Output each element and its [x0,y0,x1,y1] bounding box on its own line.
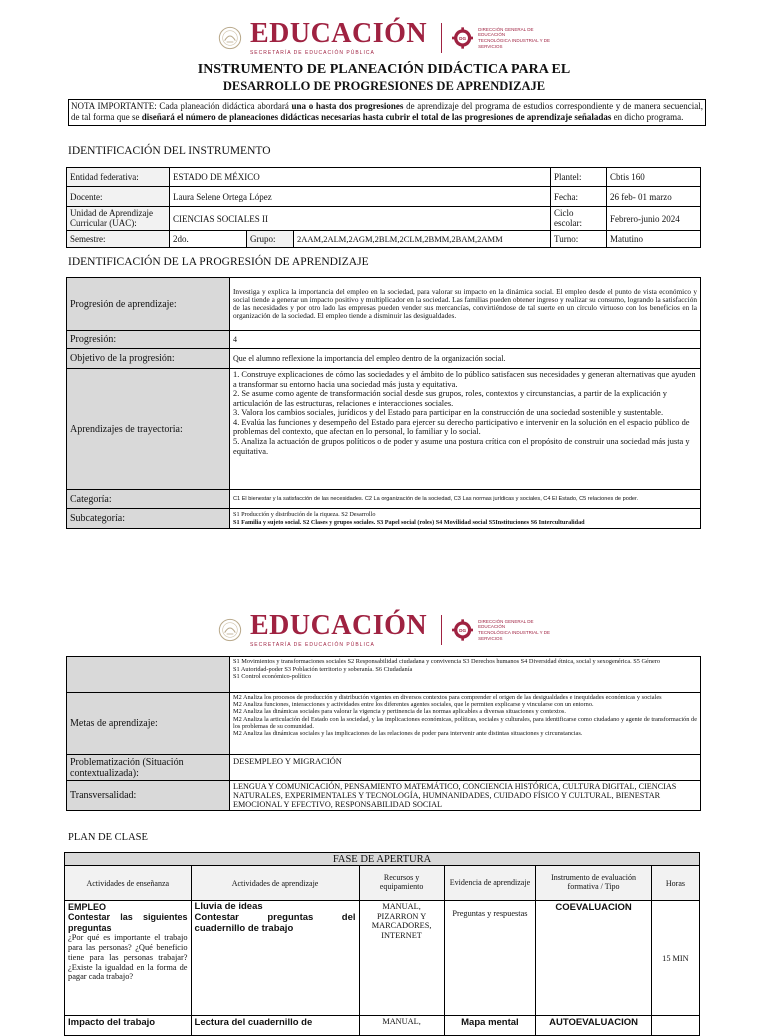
meta-item: M2 Analiza los procesos de producción y distribución vigentes en diversos contextos para comprender el origen de las desigualdades e inequidades económicas y sociales [233,694,662,701]
nota-importante: NOTA IMPORTANTE: Cada planeación didáctica abordará una o hasta dos progresiones de aprendizaje del programa de estudios correspondiente y de manera secuencial, de tal forma que se diseñará el número de planeaciones didácticas necesarias hasta cubrir el total de las progresiones de aprendizaje señaladas en dicho programa. [68,99,706,126]
entidad-label: Entidad federativa: [67,168,170,187]
entidad-value: ESTADO DE MÉXICO [170,168,551,187]
header-page2 [218,610,558,650]
col-instrumento: Instrumento de evaluación formativa / Tipo [536,866,652,901]
col-evidencia: Evidencia de aprendizaje [444,866,536,901]
categoria-label: Categoría: [67,490,230,509]
educacion-logo-text: EDUCACIÓN [249,610,428,641]
subcategoria-cont: S1 Movimientos y transformaciones sociales S2 Responsabilidad ciudadana y convivencia S3 Derechos humanos S4 Diversidad étnica, social y sexogenérica. S5 Género S1 Autoridad-poder S3 Población territorio y soberanía. S6 Ciudadanía S1 Control económico-político [230,657,701,693]
plan-table [64,852,700,1036]
row1-recursos: MANUAL, PIZARRON Y MARCADORES, INTERNET [359,901,444,1016]
meta-item: M2 Analiza las dinámicas sociales para valorar la vigencia y pertinencia de las normas aplicables a diversas situaciones y contextos. [233,708,566,716]
dgeti-text: DIRECCIÓN GENERAL DE EDUCACIÓN TECNOLÓGICA INDUSTRIAL Y DE SERVICIOS [478,26,551,49]
dgeti-text: DIRECCIÓN GENERAL DE EDUCACIÓN TECNOLÓGICA INDUSTRIAL Y DE SERVICIOS [478,618,551,641]
uac-value: CIENCIAS SOCIALES II [170,207,551,231]
plantel-label: Plantel: [551,168,607,187]
problem-value: DESEMPLEO Y MIGRACIÓN [230,755,701,781]
col-aprendizaje: Actividades de aprendizaje [191,866,359,901]
sep-logo-text: SECRETARÍA DE EDUCACIÓN PÚBLICA [249,50,375,56]
fase-apertura: FASE DE APERTURA [65,853,700,866]
fecha-value: 26 feb- 01 marzo [607,187,701,207]
svg-text:DG: DG [458,35,466,41]
trayectoria-item: 1. Construye explicaciones de cómo las sociedades y el ámbito de lo público satisfacen sus necesidades y generan alternativas que ayuden a transformar su entorno hacia una sociedad más justa y equitativa. [233,370,696,389]
svg-text:DG: DG [458,627,466,633]
row1-evidencia: Preguntas y respuestas [444,901,536,1016]
row2-ensenanza: Impacto del trabajo [65,1016,192,1036]
trayectoria-item: 3. Valora los cambios sociales, jurídicos y del Estado para participar en la construcción de una sociedad sostenible y sustentable. [233,408,664,418]
meta-item: M2 Analiza las dinámicas sociales y las implicaciones de las relaciones de poder para intervenir ante distintas situaciones y circunstancias. [233,730,583,738]
col-ensenanza: Actividades de enseñanza [65,866,192,901]
dgeti-gear-icon [452,614,473,646]
transv-value: LENGUA Y COMUNICACIÓN, PENSAMIENTO MATEMÁTICO, CONCIENCIA HISTÓRICA, CULTURA DIGITAL, CIENCIAS NATURALES, EXPERIMENTALES Y TECNOLOGÍA, HUMNANIDADES, CUIDADO FÍSICO Y CULTURAL, BIENESTAR EMOCIONAL Y EFECTIVO, RESPONSABILIDAD SOCIAL [230,781,701,811]
section-title-progresion: IDENTIFICACIÓN DE LA PROGRESIÓN DE APRENDIZAJE [68,256,369,268]
progresion-value: 4 [230,331,701,349]
prog-aprend-value: Investiga y explica la importancia del empleo en la sociedad, para valorar su impacto en la dinámica social. El empleo desde el punto de vista económico y social tiende a generar un impacto positivo y multiplicador en la sociedad. Las familias pueden obtener ingreso y realizar su consumo, logrando la satisfacción de las necesidades y por otro lado las empresas pueden vender sus mercancías, convirtiéndose de tal suerte en un círculo virtuoso con los beneficios en la organización de la sociedad. El empleo tiende a disminuir las desigualdades. [230,278,701,331]
row1-instrumento: COEVALUACION [536,901,652,1016]
trayectoria-item: 4. Evalúa las funciones y desempeño del Estado para ejercer su derecho participativo e intervenir en la solución en el espacio público de problemas del contexto, que afectan en lo personal, lo familiar y lo social. [233,417,690,437]
section-title-instrumento: IDENTIFICACIÓN DEL INSTRUMENTO [68,145,271,157]
dgeti-gear-icon [452,22,473,54]
trayectoria-item: 2. Se asume como agente de transformación social desde sus grupos, roles, contextos y circunstancias, a partir de la explicación y articulación de las estructuras, relaciones e interacciones sociales. [233,389,667,408]
col-horas: Horas [651,866,699,901]
docente-value: Laura Selene Ortega López [170,187,551,207]
turno-label: Turno: [551,231,607,248]
header-page1 [218,18,558,58]
col-recursos: Recursos y equipamiento [359,866,444,901]
grupo-value: 2AAM,2ALM,2AGM,2BLM,2CLM,2BMM,2BAM,2AMM [294,231,551,248]
transv-label: Transversalidad: [67,781,230,811]
semestre-label: Semestre: [67,231,170,248]
row1-horas: 15 MIN [651,901,699,1016]
mexico-coat-of-arms-icon [218,20,242,56]
row2-recursos: MANUAL, [359,1016,444,1036]
plantel-value: Cbtis 160 [607,168,701,187]
docente-label: Docente: [67,187,170,207]
semestre-value: 2do. [170,231,247,248]
problem-label: Problematización (Situación contextualizada): [67,755,230,781]
subcategoria-value: S1 Producción y distribución de la riqueza. S2 Desarrollo S1 Familia y sujeto social. S2 Clases y grupos sociales. S3 Papel social (roles) S4 Movilidad social S5Instituciones S6 Interculturalidad [230,509,701,529]
ciclo-value: Febrero-junio 2024 [607,207,701,231]
row2-evidencia: Mapa mental [444,1016,536,1036]
educacion-logo-text: EDUCACIÓN [249,18,428,49]
fecha-label: Fecha: [551,187,607,207]
meta-item: M2 Analiza la articulación del Estado con la sociedad, y las implicaciones económicas, políticas, sociales y culturales, para identificarse como ciudadano y agente de transformación de los problemas de su comunidad. [233,715,697,730]
ciclo-label: Ciclo escolar: [551,207,607,231]
trayectoria-list [230,369,701,490]
row1-ensenanza: EMPLEO Contestar las siguientes preguntas ¿Por qué es importante el trabajo para las personas? ¿Qué beneficio tiene para las personas trabajar? ¿Existe la igualdad en la forma de pagar cada trabajo? [65,901,192,1016]
row1-aprendizaje: Lluvia de ideas Contestar preguntas del cuadernillo de trabajo [191,901,359,1016]
metas-label: Metas de aprendizaje: [67,693,230,755]
metas-list [230,693,701,755]
trayectoria-label: Aprendizajes de trayectoria: [67,369,230,490]
prog-aprend-label: Progresión de aprendizaje: [67,278,230,331]
row2-instrumento: AUTOEVALUACION [536,1016,652,1036]
categoria-value: C1 El bienestar y la satisfacción de las necesidades. C2 La organización de la sociedad, C3 Las normas jurídicas y sociales, C4 El Estado, C5 relaciones de poder. [230,490,701,509]
uac-label: Unidad de Aprendizaje Curricular (UAC): [67,207,170,231]
sep-logo-text: SECRETARÍA DE EDUCACIÓN PÚBLICA [249,642,375,648]
metas-table [66,656,701,811]
document-title: INSTRUMENTO DE PLANEACIÓN DIDÁCTICA PARA EL DESARROLLO DE PROGRESIONES DE APRENDIZAJE [197,62,571,93]
turno-value: Matutino [607,231,701,248]
trayectoria-item: 5. Analiza la actuación de grupos políticos o de poder y asume una postura crítica con el propósito de construir una sociedad más justa y equitativa. [233,437,690,456]
mexico-coat-of-arms-icon [218,612,242,648]
progresion-table [66,277,701,529]
meta-item: M2 Analiza funciones, interacciones y actividades entre los diferentes agentes sociales, que le permiten explicarse y vincularse con un entorno. [233,701,594,709]
objetivo-value: Que el alumno reflexione la importancia del empleo dentro de la organización social. [230,349,701,369]
row2-aprendizaje: Lectura del cuadernillo de [191,1016,359,1036]
subcategoria-label: Subcategoría: [67,509,230,529]
grupo-label: Grupo: [247,231,294,248]
progresion-label: Progresión: [67,331,230,349]
objetivo-label: Objetivo de la progresión: [67,349,230,369]
plan-title: PLAN DE CLASE [68,832,148,843]
instrumento-table [66,167,701,248]
